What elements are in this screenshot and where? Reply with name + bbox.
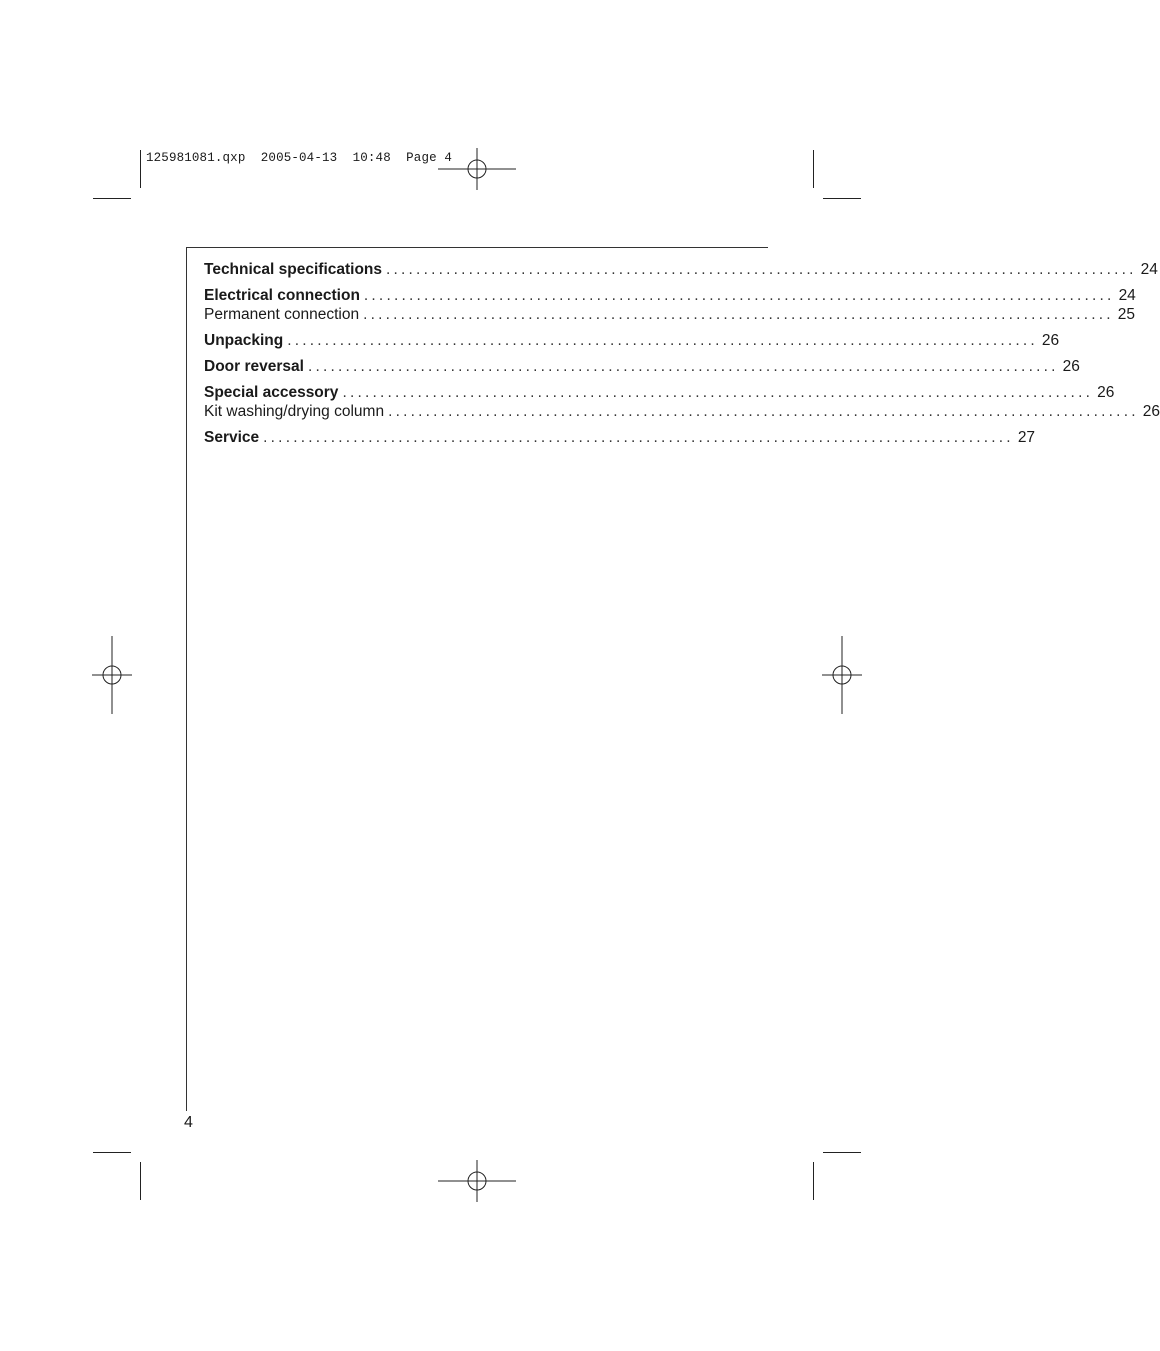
page-number: 4 bbox=[184, 1114, 193, 1131]
toc-leader-dots: .................................................................................................... bbox=[342, 384, 1094, 401]
toc-leader-dots: .................................................................................................... bbox=[363, 287, 1115, 304]
toc-leader-dots: .................................................................................................... bbox=[386, 261, 1137, 278]
toc-entry-title: Technical specifications bbox=[204, 261, 383, 278]
toc-entry-page: 26 bbox=[1041, 332, 1060, 349]
toc-entry[interactable] bbox=[204, 286, 1136, 305]
toc-leader-dots: .................................................................................................... bbox=[307, 358, 1059, 375]
toc-entry[interactable] bbox=[204, 305, 1135, 324]
toc-entry-page: 25 bbox=[1117, 306, 1135, 323]
toc-entry-page: 26 bbox=[1097, 384, 1115, 401]
registration-mark-top-icon bbox=[438, 148, 516, 190]
crop-mark-bottom-left-vertical bbox=[140, 1162, 141, 1200]
toc-entry[interactable] bbox=[204, 428, 1036, 447]
toc-entry-title: Permanent connection bbox=[204, 306, 360, 323]
toc-leader-dots: .................................................................................................... bbox=[287, 332, 1038, 349]
toc-entry-page: 26 bbox=[1062, 358, 1080, 375]
frame-left-rule bbox=[186, 247, 187, 1111]
crop-mark-bottom-right-horizontal bbox=[823, 1152, 861, 1153]
registration-mark-right-icon bbox=[822, 636, 862, 714]
crop-mark-top-left-vertical bbox=[140, 150, 141, 188]
printer-slug: 125981081.qxp 2005-04-13 10:48 Page 4 bbox=[146, 151, 453, 165]
toc-entry[interactable] bbox=[204, 402, 1160, 421]
toc-entry[interactable] bbox=[204, 260, 1158, 279]
toc-entry-title: Door reversal bbox=[204, 358, 304, 375]
crop-mark-top-left-horizontal bbox=[93, 198, 131, 199]
toc-entry-page: 27 bbox=[1017, 429, 1036, 446]
toc-entry-title: Service bbox=[204, 429, 260, 446]
toc-entry[interactable] bbox=[204, 357, 1080, 376]
table-of-contents bbox=[204, 260, 1160, 447]
toc-leader-dots: .................................................................................................... bbox=[363, 306, 1114, 323]
toc-entry-page: 24 bbox=[1118, 287, 1136, 304]
toc-entry-page: 26 bbox=[1142, 403, 1160, 420]
toc-leader-dots: .................................................................................................... bbox=[388, 403, 1139, 420]
crop-mark-bottom-right-vertical bbox=[813, 1162, 814, 1200]
frame-top-rule bbox=[186, 247, 768, 248]
toc-entry-page: 24 bbox=[1140, 261, 1158, 278]
toc-entry-title: Electrical connection bbox=[204, 287, 360, 304]
toc-entry-title: Kit washing/drying column bbox=[204, 403, 385, 420]
crop-mark-bottom-left-horizontal bbox=[93, 1152, 131, 1153]
toc-entry[interactable] bbox=[204, 383, 1115, 402]
toc-leader-dots: .................................................................................................... bbox=[263, 429, 1014, 446]
registration-mark-bottom-icon bbox=[438, 1160, 516, 1202]
crop-mark-top-right-horizontal bbox=[823, 198, 861, 199]
toc-entry-title: Special accessory bbox=[204, 384, 339, 401]
registration-mark-left-icon bbox=[92, 636, 132, 714]
toc-entry[interactable] bbox=[204, 331, 1060, 350]
crop-mark-top-right-vertical bbox=[813, 150, 814, 188]
toc-entry-title: Unpacking bbox=[204, 332, 284, 349]
